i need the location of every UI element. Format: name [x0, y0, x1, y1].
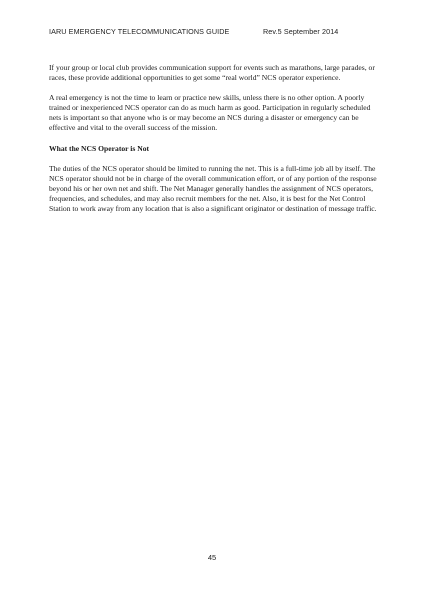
section-heading: What the NCS Operator is Not	[49, 143, 150, 153]
page-body	[49, 63, 379, 224]
header-revision: Rev.5 September 2014	[263, 27, 339, 36]
paragraph-duties: The duties of the NCS operator should be limited to running the net. This is a full-time job all by itself. The NCS operator should not be in charge of the overall communication effort, or of any portion of the response beyond his or her own net and shift. The Net Manager generally handles the assignment of NCS operators, frequencies, and schedules, and may also recruit members for the net. Also, it is best for the Net Control Station to work away from any location that is also a significant originator or destination of message traffic.	[49, 163, 377, 214]
page-number: 45	[207, 553, 217, 562]
paragraph-real-emergency: A real emergency is not the time to learn or practice new skills, unless there is no other option. A poorly trained or inexperienced NCS operator can do as much harm as good. Participation in regularly scheduled nets is important so that anyone who is or may become an NCS during a disaster or emergency can be effective and vital to the overall success of the mission.	[49, 93, 371, 133]
paragraph-events: If your group or local club provides communication support for events such as marathons, large parades, or races, these provide additional opportunities to get some “real world” NCS operator experience.	[49, 63, 375, 83]
header-title: IARU EMERGENCY TELECOMMUNICATIONS GUIDE	[49, 27, 230, 36]
